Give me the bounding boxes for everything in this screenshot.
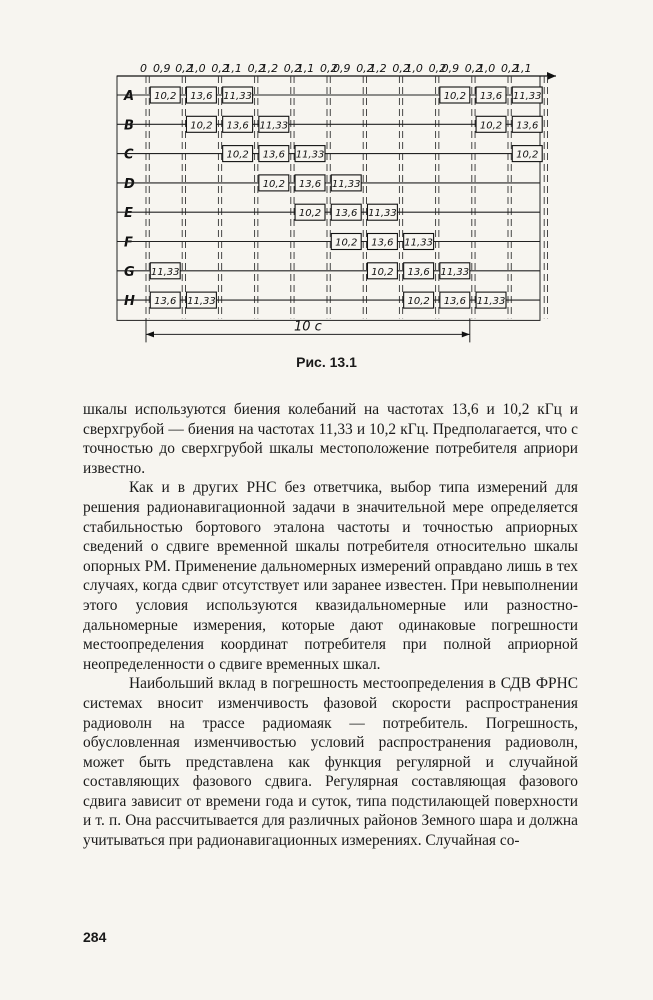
arrow-right-icon	[462, 331, 470, 337]
pulse-frequency-label: 13,6	[479, 91, 503, 102]
top-scale-label: 0,2	[392, 62, 410, 75]
pulse-frequency-label: 13,6	[371, 237, 394, 249]
top-scale-label: 0,2	[356, 62, 374, 75]
pulse-frequency-label: 11,33	[223, 91, 252, 102]
body-text	[83, 400, 578, 851]
pulse-frequency-label: 13,6	[443, 296, 466, 308]
pulse-frequency-label: 10,2	[298, 208, 322, 220]
pulse-frequency-label: 10,2	[262, 178, 285, 190]
station-label: G	[124, 264, 135, 280]
top-scale-label: 0,2	[175, 62, 193, 75]
pulse-frequency-label: 10,2	[443, 91, 466, 102]
top-scale-label: 0	[140, 62, 147, 75]
pulse-frequency-label: 10,2	[154, 91, 177, 102]
axis-arrow-icon	[547, 72, 556, 80]
pulse-frequency-label: 10,2	[371, 266, 394, 278]
pulse-frequency-label: 10,2	[479, 120, 503, 132]
pulse-frequency-label: 10,2	[407, 296, 430, 308]
pulse-frequency-label: 11,33	[368, 208, 397, 220]
pulse-frequency-label: 10,2	[190, 120, 213, 132]
paragraph-1: шкалы используются биения колебаний на частотах 13,6 и 10,2 кГц и сверхгрубой — биения на частотах 11,33 и 10,2 кГц. Предполагается, что с точностью до сверхгрубой шкалы местоположение потребителя априори известно.	[83, 401, 578, 477]
pulse-frequency-label: 13,6	[154, 296, 177, 308]
pulse-frequency-label: 11,33	[512, 91, 542, 102]
diagram-frame	[117, 76, 540, 320]
cycle-duration-label: 10 c	[293, 319, 322, 335]
top-scale-label: 0,2	[320, 62, 338, 75]
station-label: F	[124, 235, 133, 251]
pulse-frequency-label: 11,33	[259, 120, 289, 132]
pulse-frequency-label: 10,2	[226, 149, 249, 161]
pulse-frequency-label: 11,33	[404, 237, 433, 249]
signal-timing-diagram	[0, 0, 653, 350]
pulse-frequency-label: 13,6	[262, 149, 285, 161]
top-scale-label: 0,2	[428, 62, 447, 75]
pulse-frequency-label: 11,33	[440, 266, 470, 278]
pulse-frequency-label: 13,6	[190, 91, 213, 102]
pulse-frequency-label: 13,6	[516, 120, 539, 132]
station-label: B	[124, 118, 134, 134]
pulse-frequency-label: 13,6	[407, 266, 430, 278]
pulse-frequency-label: 11,33	[187, 296, 216, 308]
pulse-frequency-label: 10,2	[335, 237, 358, 249]
top-scale-label: 1,1	[296, 62, 315, 75]
pulse-frequency-label: 13,6	[226, 120, 249, 132]
top-scale-label: 0,2	[211, 62, 229, 75]
top-scale-label: 0,2	[501, 62, 519, 75]
pulse-frequency-label: 11,33	[295, 149, 325, 161]
pulse-frequency-label: 13,6	[335, 208, 358, 220]
top-scale-label: 1,2	[260, 62, 279, 75]
station-label: C	[124, 147, 134, 163]
pulse-frequency-label: 11,33	[331, 178, 361, 190]
paragraph-2: Как и в других РНС без ответчика, выбор типа измерений для решения радионавигационной задачи в значительной мере определяется стабильностью бортового эталона частоты и точностью априорных сведений о сдвиге временной шкалы потребителя относительно шкалы опорных РМ. Применение дальномерных измерений оправдано лишь в тех случаях, когда сдвиг отсутствует или заранее известен. При невыполнении этого условия используются квазидальномерные или разностно-дальномерные измерения, которые дают одинаковые погрешности местоопределения координат потребителя при полной априорной неопределенности о сдвиге временных шкал.	[83, 479, 578, 673]
top-scale-label: 1,1	[514, 62, 532, 75]
top-scale-label: 1,2	[369, 62, 387, 75]
pulse-frequency-label: 13,6	[298, 178, 322, 190]
top-scale-label: 0,9	[441, 62, 460, 75]
paragraph-3: Наибольший вклад в погрешность местоопределения в СДВ ФРНС системах вносит изменчивость фазовой скорости распространения радиоволн на трассе радиомаяк — потребитель. Погрешность, обусловленная изменчивостью условий распространения радиоволн, может быть представлена как функция регулярной и случайной составляющих фазового сдвига. Регулярная составляющая фазового сдвига зависит от времени года и суток, типа подстилающей поверхности и т. п. Она рассчитывается для различных районов Земного шара и должна учитываться при радионавигационных измерениях. Случайная со-	[83, 675, 578, 850]
top-scale-label: 0,2	[283, 62, 302, 75]
arrow-left-icon	[146, 331, 154, 337]
top-scale-label: 1,0	[477, 62, 496, 75]
pulse-frequency-label: 11,33	[476, 296, 506, 308]
top-scale-label: 0,2	[247, 62, 266, 75]
page-number: 284	[83, 929, 107, 945]
station-label: E	[124, 206, 133, 222]
station-label: D	[124, 176, 135, 192]
pulse-frequency-label: 10,2	[516, 149, 539, 161]
figure-caption: Рис. 13.1	[296, 354, 357, 370]
station-label: A	[124, 89, 135, 104]
top-scale-label: 1,0	[405, 62, 423, 75]
top-scale-label: 0,9	[333, 62, 351, 75]
pulse-frequency-label: 11,33	[150, 266, 180, 278]
station-label: H	[124, 294, 135, 310]
top-scale-label: 1,1	[224, 62, 242, 75]
top-scale-label: 0,2	[464, 62, 483, 75]
top-scale-label: 1,0	[188, 62, 206, 75]
top-scale-label: 0,9	[153, 62, 171, 75]
